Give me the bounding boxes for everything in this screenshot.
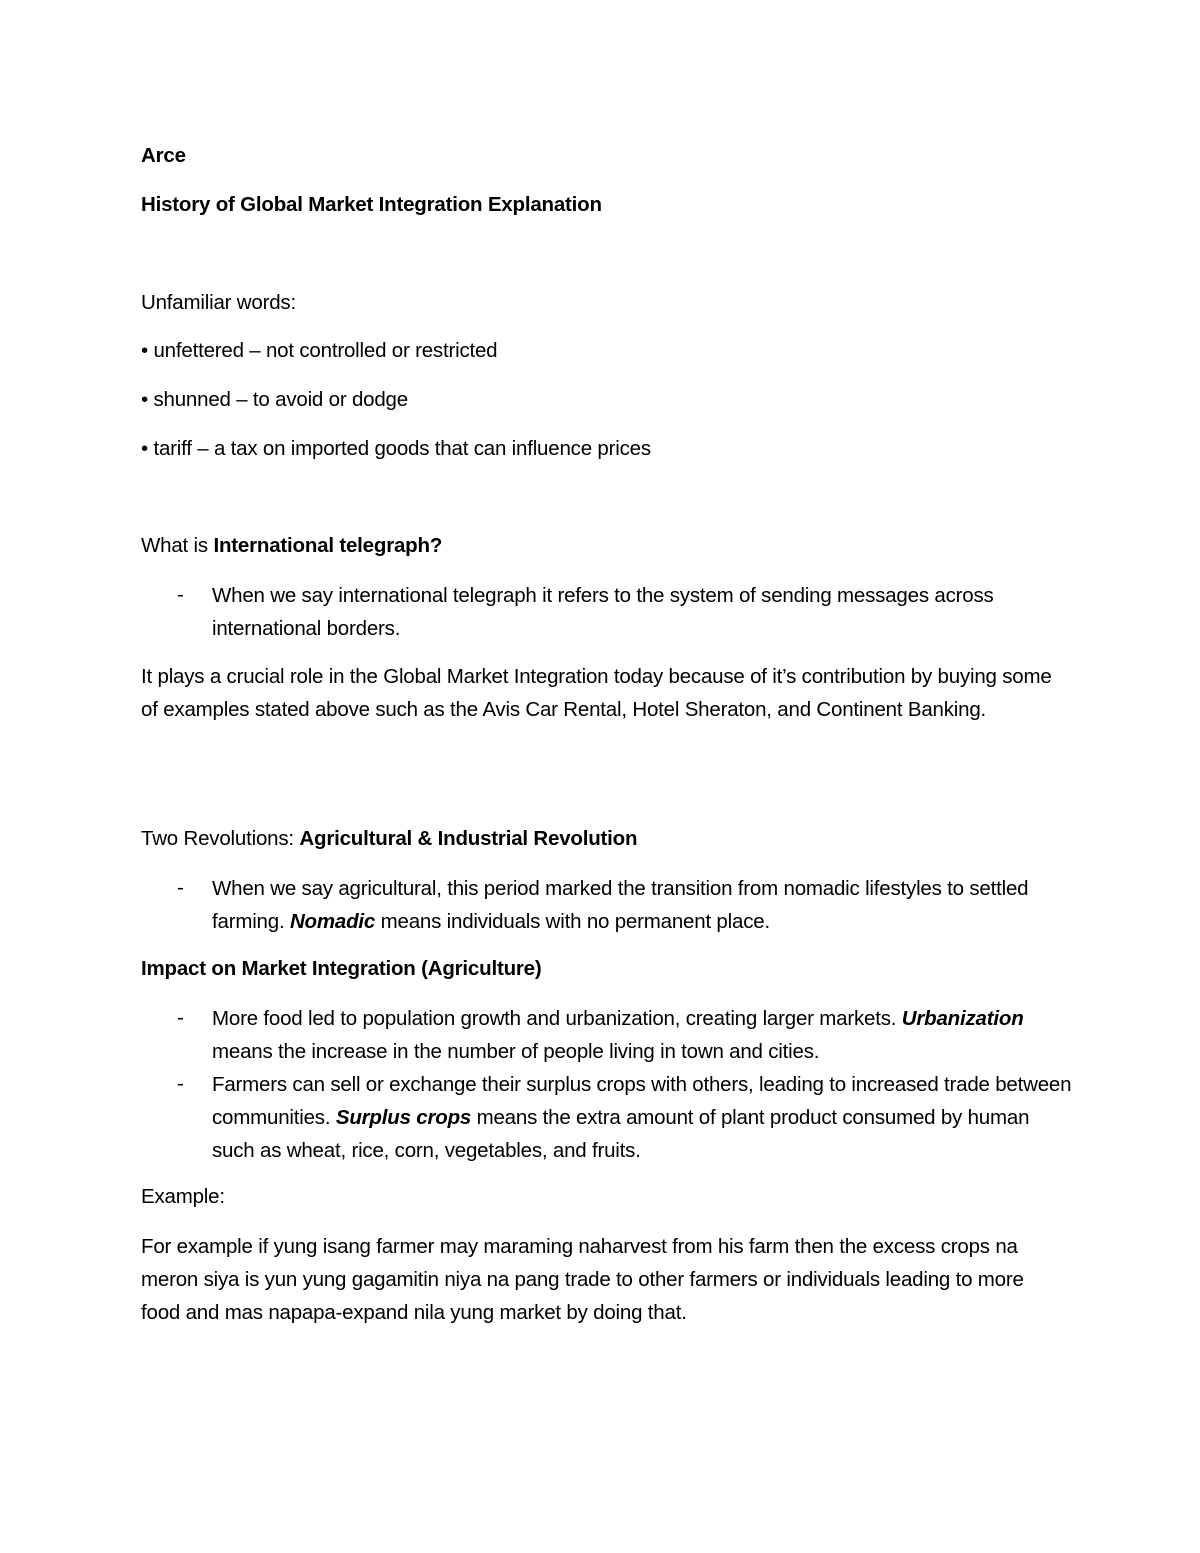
agricultural-bullet-text (212, 872, 1072, 938)
impact-bullet-food-part2: means the increase in the number of people living in town and cities. (212, 1040, 820, 1063)
example-label: Example: (141, 1185, 225, 1208)
revolutions-heading-bold: Agricultural & Industrial Revolution (299, 827, 638, 850)
dash-marker: - (177, 1006, 184, 1029)
telegraph-heading-prefix: What is (141, 534, 214, 557)
impact-bullet-surplus-part1: Farmers can sell or exchange their surplus crops with others, leading to increased trade between communities. (212, 1073, 1072, 1129)
agricultural-bullet-part2: means individuals with no permanent place. (375, 910, 770, 933)
vocab-item-tariff: • tariff – a tax on imported goods that can influence prices (141, 437, 651, 460)
telegraph-heading (141, 533, 442, 559)
telegraph-paragraph: It plays a crucial role in the Global Market Integration today because of it’s contribution by buying some of examples stated above such as the Avis Car Rental, Hotel Sheraton, and Continent Banking. (141, 665, 1052, 721)
dash-marker: - (177, 583, 184, 606)
vocab-item-unfettered: • unfettered – not controlled or restricted (141, 339, 498, 362)
impact-bullet-food-part1: More food led to population growth and urbanization, creating larger markets. (212, 1007, 902, 1030)
telegraph-heading-bold: International telegraph? (213, 534, 443, 557)
telegraph-bullet-text: When we say international telegraph it refers to the system of sending messages across international borders. (212, 584, 994, 640)
impact-heading: Impact on Market Integration (Agriculture) (141, 957, 542, 980)
document-title: History of Global Market Integration Explanation (141, 193, 602, 216)
term-urbanization: Urbanization (901, 1007, 1024, 1030)
revolutions-heading (141, 826, 637, 852)
dash-marker: - (177, 1072, 184, 1095)
revolutions-heading-prefix: Two Revolutions: (141, 827, 300, 850)
dash-marker: - (177, 876, 184, 899)
vocab-item-shunned: • shunned – to avoid or dodge (141, 388, 408, 411)
impact-bullet-food-text (212, 1002, 1072, 1068)
author-name: Arce (141, 144, 186, 167)
term-surplus-crops: Surplus crops (335, 1106, 472, 1129)
example-paragraph: For example if yung isang farmer may maraming naharvest from his farm then the excess crops na meron siya is yun yung gagamitin niya na pang trade to other farmers or individuals leading to more food and mas napapa-expand nila yung market by doing that. (141, 1235, 1024, 1324)
agricultural-bullet-part1: When we say agricultural, this period marked the transition from nomadic lifestyles to settled farming. (212, 877, 1029, 933)
term-nomadic: Nomadic (289, 910, 376, 933)
unfamiliar-words-heading: Unfamiliar words: (141, 291, 296, 314)
impact-bullet-surplus-text (212, 1068, 1072, 1167)
impact-bullet-surplus-part2: means the extra amount of plant product consumed by human such as wheat, rice, corn, vegetables, and fruits. (212, 1106, 1030, 1162)
